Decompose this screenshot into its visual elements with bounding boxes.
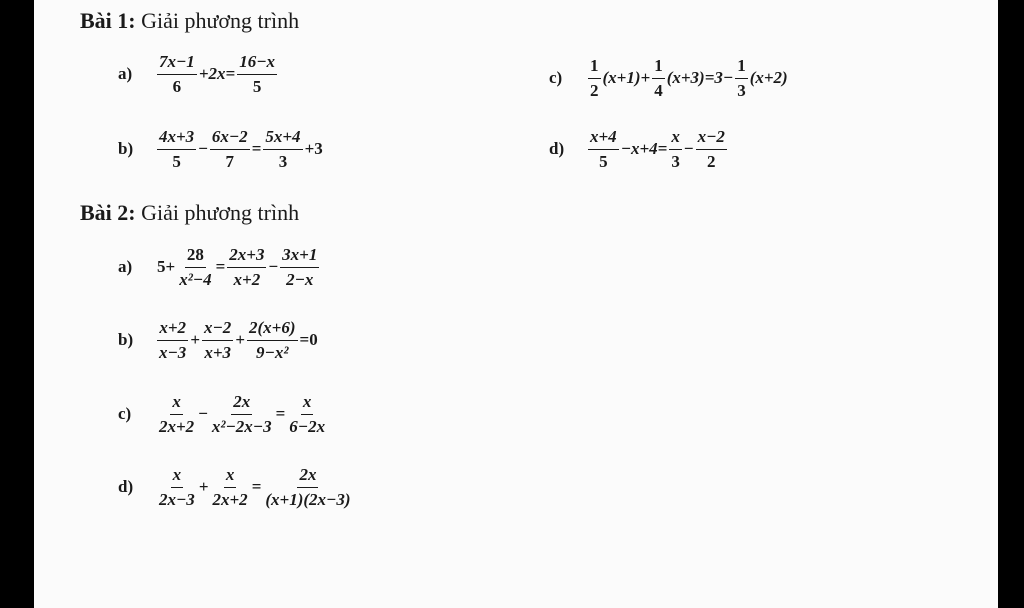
numerator: x−2: [696, 127, 727, 150]
item-label: a): [118, 257, 133, 277]
operator: +: [198, 477, 209, 497]
operator: −: [198, 404, 208, 424]
term: (x+3)=3−: [666, 68, 734, 88]
numerator: x: [171, 465, 184, 488]
exercise-2-heading: [80, 200, 299, 226]
fraction: [157, 392, 196, 436]
denominator: 3: [278, 151, 288, 171]
operator: =: [275, 404, 286, 424]
denominator: 3: [737, 80, 746, 100]
fraction: [263, 127, 302, 171]
exercise-1-heading: [80, 8, 299, 34]
numerator: x: [301, 392, 314, 415]
equation-1d: [549, 127, 728, 171]
denominator: 5: [172, 151, 181, 171]
fraction: [280, 245, 319, 289]
operator: +: [235, 330, 245, 350]
denominator: 2x−3: [159, 489, 195, 509]
fraction: [157, 127, 196, 171]
numerator: 16−x: [237, 52, 277, 75]
equation-2a: [118, 245, 320, 289]
denominator: 6−2x: [289, 416, 326, 436]
numerator: 1: [735, 56, 748, 79]
numerator: 1: [588, 56, 601, 79]
operator: −: [198, 139, 208, 159]
fraction: [210, 127, 250, 171]
denominator: x²−4: [179, 269, 212, 289]
numerator: 3x+1: [280, 245, 319, 268]
equation-1b: [118, 127, 324, 171]
denominator: 4: [654, 80, 663, 100]
fraction: [696, 127, 727, 171]
equation-2b: [118, 318, 319, 362]
item-label: b): [118, 330, 134, 350]
term: (x+2): [749, 68, 788, 88]
fraction: [247, 318, 298, 362]
denominator: (x+1)(2x−3): [265, 489, 351, 509]
denominator: 3: [671, 151, 680, 171]
fraction: [202, 318, 233, 362]
denominator: 9−x²: [256, 342, 289, 362]
denominator: 6: [172, 76, 182, 96]
numerator: 5x+4: [263, 127, 302, 150]
fraction: [157, 318, 188, 362]
term: 5+: [157, 257, 176, 277]
fraction: [157, 465, 197, 509]
numerator: x: [669, 127, 682, 150]
numerator: x−2: [202, 318, 233, 341]
numerator: x: [224, 465, 237, 488]
denominator: x+3: [204, 342, 231, 362]
denominator: 7: [225, 151, 235, 171]
denominator: 2x+2: [159, 416, 195, 436]
item-label: d): [549, 139, 565, 159]
worksheet-page: [34, 0, 998, 608]
equation-1a: [118, 52, 278, 96]
fraction: [588, 56, 601, 100]
exercise-1-title: Bài 1:: [80, 8, 136, 33]
numerator: x+2: [157, 318, 188, 341]
numerator: 6x−2: [210, 127, 250, 150]
numerator: 28: [185, 245, 206, 268]
denominator: 2x+2: [212, 489, 248, 509]
item-label: c): [549, 68, 563, 88]
operator: =: [251, 477, 262, 497]
operator: +2x=: [198, 64, 236, 84]
fraction: [211, 465, 250, 509]
numerator: 7x−1: [157, 52, 197, 75]
item-label: c): [118, 404, 132, 424]
denominator: x²−2x−3: [211, 416, 272, 436]
equation-1c: [549, 56, 789, 100]
equation-2d: [118, 465, 354, 509]
operator: =: [215, 257, 226, 277]
denominator: x−3: [159, 342, 187, 362]
denominator: 2: [706, 151, 716, 171]
denominator: x+2: [233, 269, 261, 289]
numerator: 4x+3: [157, 127, 196, 150]
operator: −: [268, 257, 279, 277]
denominator: 2: [590, 80, 599, 100]
operator: =: [251, 139, 262, 159]
fraction: [669, 127, 682, 171]
item-label: d): [118, 477, 134, 497]
term: (x+1)+: [602, 68, 651, 88]
item-label: b): [118, 139, 134, 159]
numerator: 2x: [297, 465, 318, 488]
operator: +3: [304, 139, 323, 159]
fraction: [652, 56, 665, 100]
fraction: [588, 127, 619, 171]
fraction: [237, 52, 277, 96]
denominator: 5: [599, 151, 608, 171]
numerator: 2x: [231, 392, 252, 415]
operator: =0: [299, 330, 318, 350]
fraction: [177, 245, 213, 289]
fraction: [157, 52, 197, 96]
fraction: [735, 56, 748, 100]
fraction: [210, 392, 274, 436]
item-label: a): [118, 64, 133, 84]
fraction: [287, 392, 327, 436]
numerator: 2x+3: [227, 245, 266, 268]
numerator: 2(x+6): [247, 318, 298, 341]
operator: +: [190, 330, 200, 350]
denominator: 2−x: [286, 269, 314, 289]
exercise-2-title: Bài 2:: [80, 200, 136, 225]
denominator: 5: [252, 76, 262, 96]
operator: −: [683, 139, 694, 159]
exercise-2-subtitle: Giải phương trình: [141, 200, 300, 225]
numerator: x+4: [588, 127, 619, 150]
numerator: 1: [652, 56, 665, 79]
fraction: [227, 245, 266, 289]
equation-2c: [118, 392, 328, 436]
numerator: x: [170, 392, 183, 415]
exercise-1-subtitle: Giải phương trình: [141, 8, 300, 33]
fraction: [263, 465, 352, 509]
term: −x+4=: [620, 139, 668, 159]
